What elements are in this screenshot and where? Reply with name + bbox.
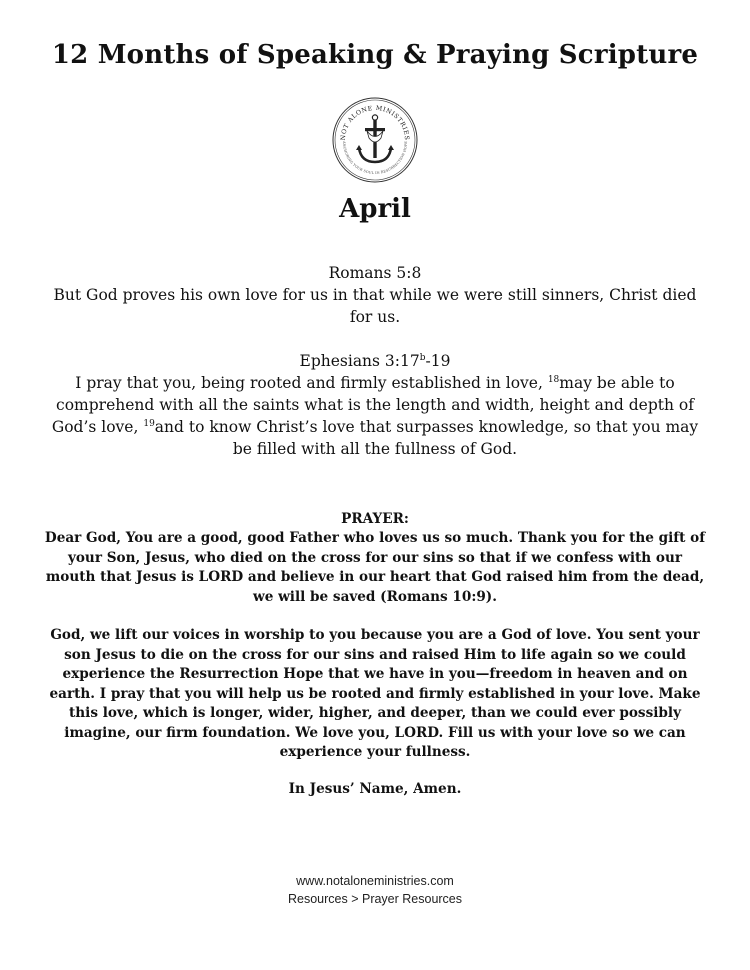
verse-text-part: I pray that you, being rooted and firmly established in love, — [75, 374, 548, 392]
verse-reference: Romans 5:8 — [328, 264, 422, 282]
verse-romans — [40, 262, 710, 328]
verse-text-part: may be able to comprehend with all the saints what is the length and width, height and depth of God’s love, — [51, 374, 694, 436]
verse-reference-book: Ephesians 3:17 — [299, 352, 420, 370]
ministry-logo — [331, 96, 419, 184]
footer-path: Resources > Prayer Resources — [287, 892, 463, 906]
verse-reference-sup: b — [419, 352, 426, 363]
prayer-heading: PRAYER: — [341, 511, 409, 527]
anchor-cross-icon — [356, 115, 394, 162]
verse-text — [52, 374, 698, 458]
verse-ephesians — [40, 350, 710, 460]
footer — [0, 872, 750, 908]
verse-reference-end: -19 — [425, 352, 451, 370]
verse-number: 18 — [547, 374, 560, 385]
verse-number: 19 — [143, 418, 155, 429]
logo-text-top: NOT ALONE MINISTRIES — [339, 104, 411, 141]
verse-text-part: and to know Christ’s love that surpasses knowledge, so that you may be filled with all the fullness of God. — [154, 418, 699, 458]
prayer-paragraph: God, we lift our voices in worship to you because you are a God of love. You sent your son Jesus to die on the cross for our sins and raised Him to life again so we could experience the Resurrection Hope that we have in you—freedom in heaven and on earth. I pray that you will help us be rooted and firmly established in your love. Make this love, which is longer, wider, higher, and deeper, than we could ever possibly imagine, our firm foundation. We love you, LORD. Fill us with your love so we can experience your fullness. — [49, 627, 701, 760]
verse-reference — [40, 350, 710, 372]
prayer-paragraph: Dear God, You are a good, good Father who loves us so much. Thank you for the gift of your Son, Jesus, who died on the cross for our sins so that if we confess with our mouth that Jesus is LORD and believe in our heart that God raised him from the dead, we will be saved (Romans 10:9). — [44, 530, 706, 605]
month-heading: April — [339, 194, 411, 224]
prayer-closing: In Jesus’ Name, Amen. — [288, 781, 462, 797]
document-title: 12 Months of Speaking & Praying Scripture — [51, 40, 699, 70]
footer-website[interactable]: www.notaloneministries.com — [296, 874, 454, 888]
verse-text: But God proves his own love for us in that while we were still sinners, Christ died for us. — [53, 286, 697, 326]
logo-text-bottom: ANCHORING YOUR SOUL IN RESURRECTION HOPE — [341, 141, 409, 176]
